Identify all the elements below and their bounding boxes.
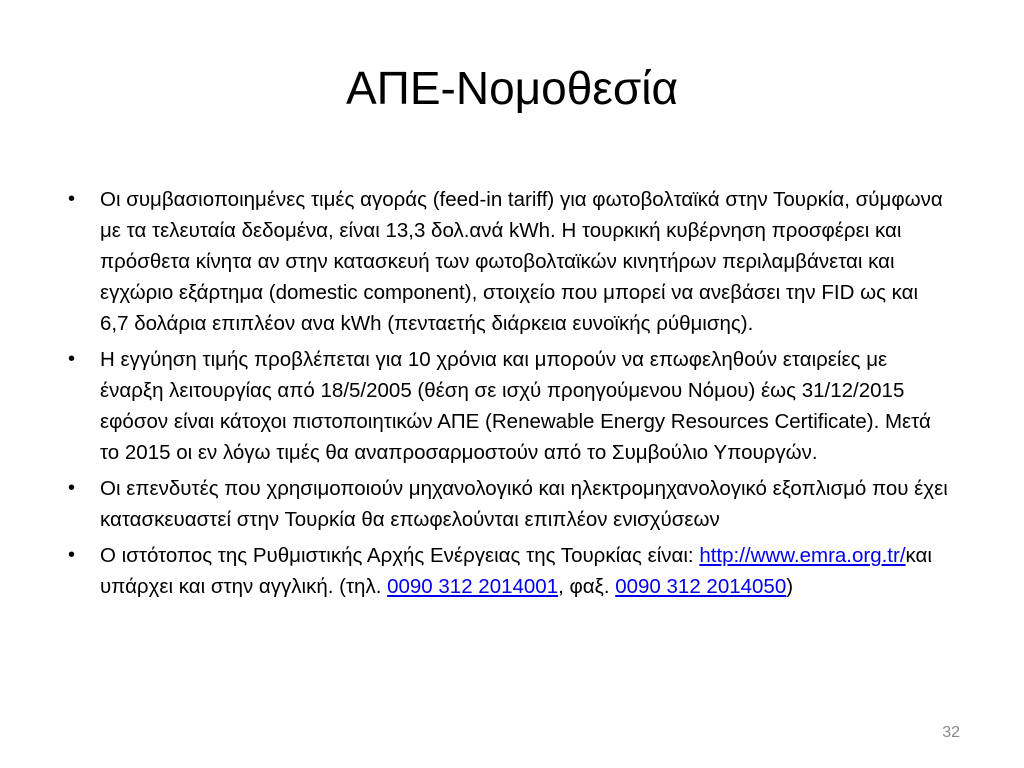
page-number: 32 — [942, 724, 960, 741]
bullet-dot-icon: • — [68, 477, 76, 499]
bullet-dot-icon: • — [68, 348, 76, 370]
bullet-regulator-website — [68, 540, 948, 602]
bullet-dot-icon: • — [68, 188, 76, 210]
emra-website-link[interactable]: http://www.emra.org.tr/ — [699, 544, 906, 567]
bullet-text: Οι συμβασιοποιημένες τιμές αγοράς (feed-in tariff) για φωτοβολταϊκά στην Τουρκία, σύμφωνα με τα τελευταία δεδομένα, είναι 13,3 δολ.ανά kWh. Η τουρκική κυβέρνηση προσφέρει και πρόσθετα κίνητα αν στην κατασκευή των φωτοβολταϊκών κινητήρων περιλαμβάνεται και εγχώριο εξάρτημα (domestic component), στοιχείο που μπορεί να ανεβάσει την FID ως και 6,7 δολάρια επιπλέον ανα kWh (πενταετής διάρκεια ευνοϊκής ρύθμισης). — [100, 188, 943, 335]
bullet-list — [68, 184, 948, 607]
bullet-dot-icon: • — [68, 544, 76, 566]
fax-prefix: , φαξ. — [558, 575, 616, 598]
closing-paren: ) — [786, 575, 794, 598]
slide-title: ΑΠΕ-Νομοθεσία — [345, 62, 679, 114]
phone-link[interactable]: 0090 312 2014001 — [387, 575, 559, 598]
bullet-text-after-link: και υπάρχει και στην αγγλική. (τηλ. — [100, 544, 932, 598]
fax-link[interactable]: 0090 312 2014050 — [615, 575, 787, 598]
bullet-text: Οι επενδυτές που χρησιμοποιούν μηχανολογικό και ηλεκτρομηχανολογικό εξοπλισμό που έχει κατασκευαστεί στην Τουρκία θα επωφελούνται επιπλέον ενισχύσεων — [100, 477, 948, 531]
bullet-text: Η εγγύηση τιμής προβλέπεται για 10 χρόνια και μπορούν να επωφεληθούν εταιρείες με έναρξη λειτουργίας από 18/5/2005 (θέση σε ισχύ προηγούμενου Νόμου) έως 31/12/2015 εφόσον είναι κάτοχοι πιστοποιητικών ΑΠΕ (Renewable Energy Resources Certificate). Μετά το 2015 οι εν λόγω τιμές θα αναπροσαρμοστούν από το Συμβούλιο Υπουργών. — [100, 348, 931, 464]
bullet-feed-in-tariff — [68, 184, 948, 339]
bullet-price-guarantee — [68, 344, 948, 468]
bullet-text-intro: Ο ιστότοπος της Ρυθμιστικής Αρχής Ενέργειας της Τουρκίας είναι: — [100, 544, 700, 567]
bullet-investors — [68, 473, 948, 535]
